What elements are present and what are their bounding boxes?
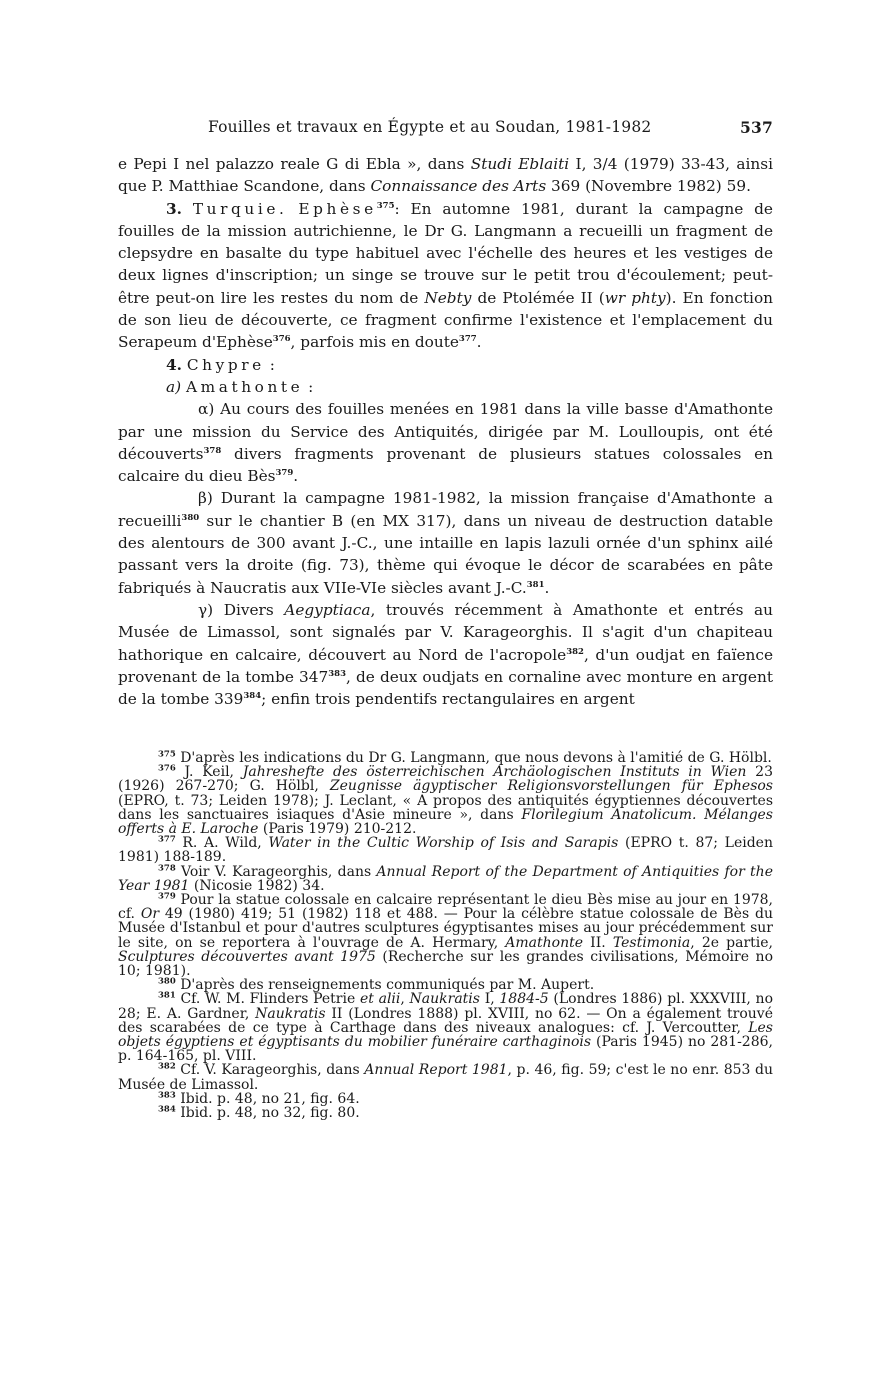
footnote-382: $^{382}$ Cf. V. Karageorghis, dans Annual Report 1981, p. 46, fig. 59; c'est le no enr. 853 du Musée de Limassol. bbox=[118, 1061, 773, 1093]
footnote-ref: 384 bbox=[243, 691, 262, 702]
footnote-376: $^{376}$ J. Keil, Jahreshefte des österreichischen Archäologischen Instituts in Wien 23 (1926) 267-270; G. Hölbl, Zeugnisse ägyptischer Religionsvorstellungen für Ephesos (EPRO, t. 73; Leiden 1978); J. Leclant, « A propos des antiquités égyptiennes découvertes dans les sanctuaires isiaques d'Asie mineure », dans Florilegium Anatolicum. Mélanges offerts à E. Laroche (Paris 1979) 210-212. bbox=[118, 763, 773, 838]
heading-amathonte: a) Amathonte : bbox=[166, 377, 314, 396]
footnote-ref: 383 bbox=[328, 668, 346, 679]
footnotes bbox=[118, 751, 773, 1120]
section-number: 4. bbox=[166, 355, 182, 374]
paragraph-beta: β) Durant la campagne 1981-1982, la mission française d'Amathonte a recueilli$^{380}$ sur le chantier B (en MX 317), dans un niveau de destruction datable des alentours de 300 avant J.-C., une intaille en lapis lazuli ornée d'un sphinx ailé passant vers la droite (fig. 73), thème qui évoque le décor de scarabées en pâte fabriqués à Naucratis aux VIIe-VIe siècles avant J.-C.$^{381}$. bbox=[118, 489, 773, 597]
paragraph-gamma: γ) Divers Aegyptiaca, trouvés récemment à Amathonte et entrés au Musée de Limassol, sont signalés par V. Karageorghis. Il s'agit d'un chapiteau hathorique en calcaire, découvert au Nord de l'acropole$^{382}$, d'un oudjat en faïence provenant de la tombe $347^{383}$, de deux oudjats en cornaline avec monture en argent de la tombe $339^{384}$; enfin trois pendentifs rectangulaires en argent bbox=[118, 600, 773, 709]
main-text bbox=[118, 153, 773, 710]
footnote-ref: 379 bbox=[275, 468, 294, 479]
country-heading: Turquie. bbox=[192, 199, 288, 218]
running-header bbox=[118, 118, 773, 140]
footnote-ref: 375 bbox=[376, 200, 395, 211]
section-number: 3. bbox=[166, 199, 182, 218]
footnote-375: $^{375}$ D'après les indications du Dr G. Langmann, que nous devons à l'amitié de G. Hölbl. bbox=[158, 749, 772, 766]
page-number: 537 bbox=[740, 118, 773, 137]
paragraph-continuation: e Pepi I nel palazzo reale G di Ebla », dans Studi Eblaiti I, 3/4 (1979) 33-43, ainsi que P. Matthiae Scandone, dans Connaissance des Arts 369 (Novembre 1982) 59. bbox=[118, 155, 773, 196]
paragraph-turquie: 3. Turquie. Ephèse$^{375}$: En automne 1981, durant la campagne de fouilles de la mission autrichienne, le Dr G. Langmann a recueilli un fragment de clepsydre en basalte du type habituel avec l'échelle des heures et les vestiges de deux lignes d'inscription; un singe se trouve sur le petit trou d'écoulement; peut-être peut-on lire les restes du nom de Nebty de Ptolémée II (wr phty). En fonction de son lieu de découverte, ce fragment confirme l'existence et l'emplacement du Serapeum d'Ephèse$^{376}$, parfois mis en doute$^{377}$. bbox=[118, 199, 774, 352]
footnote-383: $^{383}$ Ibid. p. 48, no 21, fig. 64. bbox=[158, 1090, 360, 1107]
footnote-381: $^{381}$ Cf. W. M. Flinders Petrie et alii, Naukratis I, 1884-5 (Londres 1886) pl. XXXVIII, no 28; E. A. Gardner, Naukratis II (Londres 1888) pl. XVIII, no 62. — On a également trouvé des scarabées de ce type à Carthage dans des niveaux analogues: cf. J. Vercoutter, Les objets égyptiens et égyptisants du mobilier funéraire carthaginois (Paris 1945) no 281-286, p. 164-165, pl. VIII. bbox=[118, 990, 774, 1065]
footnote-ref: 377 bbox=[458, 334, 477, 345]
footnote-380: $^{380}$ D'après des renseignements communiqués par M. Aupert. bbox=[158, 976, 595, 994]
footnote-384: $^{384}$ Ibid. p. 48, no 32, fig. 80. bbox=[158, 1104, 360, 1122]
heading-chypre: 4. Chypre : bbox=[166, 355, 275, 374]
footnote-ref: 381 bbox=[526, 579, 545, 590]
footnote-ref: 382 bbox=[566, 646, 584, 657]
footnote-ref: 378 bbox=[203, 445, 222, 456]
footnote-ref: 380 bbox=[181, 512, 200, 523]
paragraph-alpha: α) Au cours des fouilles menées en 1981 dans la ville basse d'Amathonte par une mission du Service des Antiquités, dirigée par M. Loulloupis, ont été découverts$^{378}$ divers fragments provenant de plusieurs statues colossales en calcaire du dieu Bès$^{379}$. bbox=[118, 400, 773, 486]
site-heading: Ephèse bbox=[298, 199, 377, 218]
footnote-ref: 376 bbox=[272, 334, 291, 345]
site-heading: Amathonte bbox=[185, 377, 304, 396]
running-title: Fouilles et travaux en Égypte et au Soudan, 1981-1982 bbox=[208, 118, 652, 136]
footnote-377: $^{377}$ R. A. Wild, Water in the Cultic Worship of Isis and Sarapis (EPRO t. 87; Leiden 1981) 188-189. bbox=[118, 834, 773, 866]
footnote-378: $^{378}$ Voir V. Karageorghis, dans Annual Report of the Department of Antiquities for the Year 1981 (Nicosie 1982) 34. bbox=[118, 862, 773, 894]
footnote-379: $^{379}$ Pour la statue colossale en calcaire représentant le dieu Bès mise au jour en 1978, cf. Or 49 (1980) 419; 51 (1982) 118 et 488. — Pour la célèbre statue colossale de Bès du Musée d'Istanbul et pour d'autres sculptures égyptisantes mises au jour précédemment sur le site, on se reportera à l'ouvrage de A. Hermary, Amathonte II. Testimonia, 2e partie, Sculptures découvertes avant 1975 (Recherche sur les grandes civilisations, Mémoire no 10; 1981). bbox=[118, 891, 773, 980]
country-heading: Chypre bbox=[186, 355, 265, 374]
subsection-letter: a) bbox=[166, 377, 182, 396]
